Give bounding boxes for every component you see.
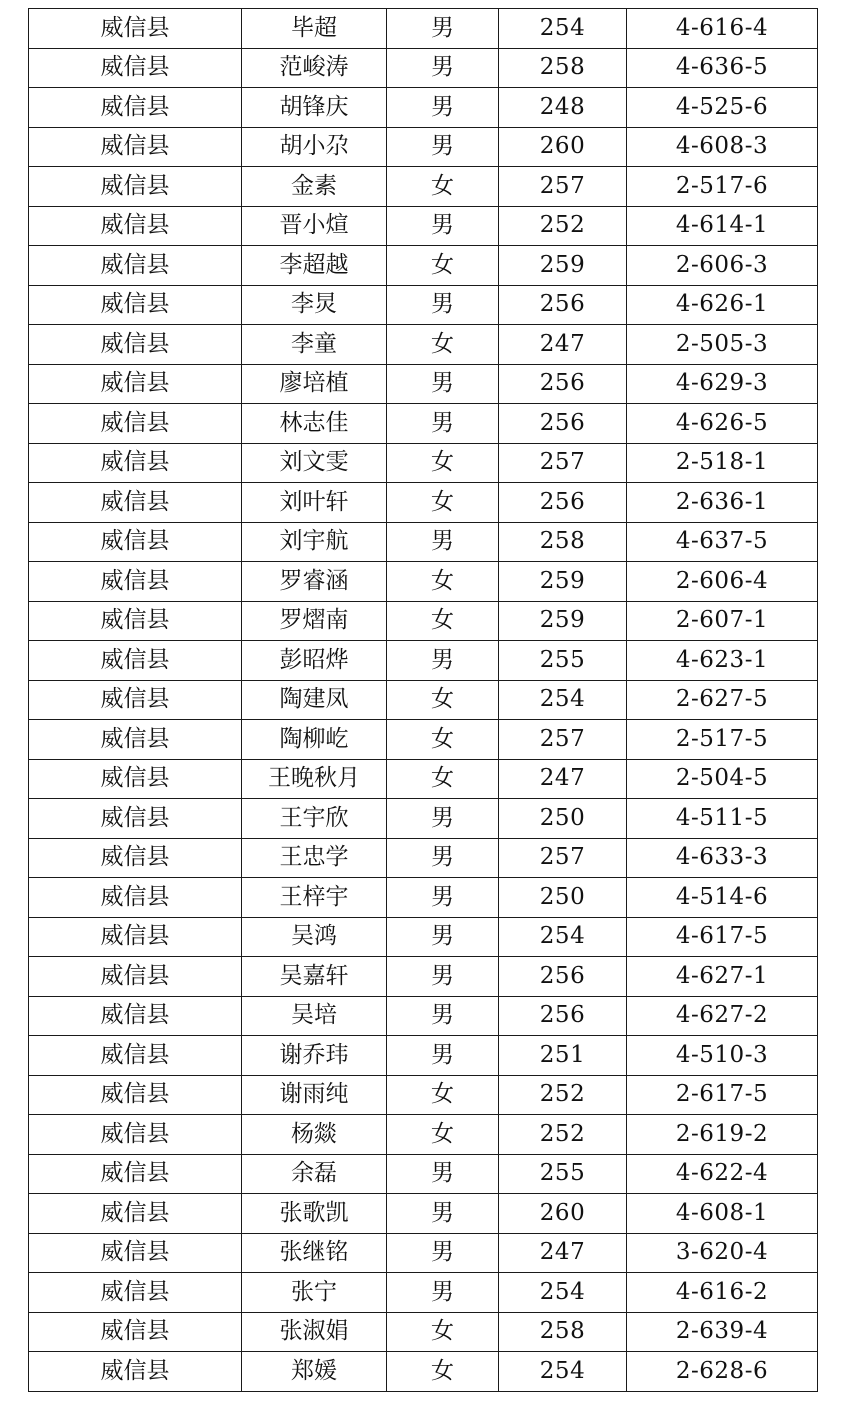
- name-cell: 吴嘉轩: [242, 957, 387, 997]
- county-cell: 威信县: [29, 562, 242, 602]
- code-cell: 2-627-5: [627, 680, 818, 720]
- name-cell: 林志佳: [242, 404, 387, 444]
- table-row: [29, 1352, 818, 1392]
- county-cell: 威信县: [29, 917, 242, 957]
- score-cell: 255: [499, 641, 627, 681]
- gender-cell: 男: [387, 364, 499, 404]
- name-cell: 李炅: [242, 285, 387, 325]
- county-cell: 威信县: [29, 759, 242, 799]
- code-cell: 4-626-1: [627, 285, 818, 325]
- roster-table-body: [29, 9, 818, 1392]
- county-cell: 威信县: [29, 1233, 242, 1273]
- gender-cell: 女: [387, 1115, 499, 1155]
- table-row: [29, 443, 818, 483]
- score-cell: 252: [499, 206, 627, 246]
- code-cell: 2-628-6: [627, 1352, 818, 1392]
- table-row: [29, 127, 818, 167]
- name-cell: 陶柳屹: [242, 720, 387, 760]
- score-cell: 256: [499, 285, 627, 325]
- county-cell: 威信县: [29, 1312, 242, 1352]
- gender-cell: 女: [387, 562, 499, 602]
- county-cell: 威信县: [29, 9, 242, 49]
- county-cell: 威信县: [29, 443, 242, 483]
- name-cell: 张继铭: [242, 1233, 387, 1273]
- name-cell: 余磊: [242, 1154, 387, 1194]
- roster-sheet: [28, 8, 817, 1392]
- code-cell: 2-639-4: [627, 1312, 818, 1352]
- table-row: [29, 1075, 818, 1115]
- name-cell: 胡锋庆: [242, 88, 387, 128]
- name-cell: 罗熠南: [242, 601, 387, 641]
- code-cell: 2-517-6: [627, 167, 818, 207]
- score-cell: 260: [499, 127, 627, 167]
- county-cell: 威信县: [29, 996, 242, 1036]
- code-cell: 4-627-2: [627, 996, 818, 1036]
- name-cell: 张宁: [242, 1273, 387, 1313]
- table-row: [29, 48, 818, 88]
- county-cell: 威信县: [29, 206, 242, 246]
- score-cell: 259: [499, 246, 627, 286]
- code-cell: 4-616-2: [627, 1273, 818, 1313]
- code-cell: 2-617-5: [627, 1075, 818, 1115]
- score-cell: 257: [499, 720, 627, 760]
- score-cell: 254: [499, 1273, 627, 1313]
- score-cell: 258: [499, 522, 627, 562]
- gender-cell: 女: [387, 680, 499, 720]
- name-cell: 吴鸿: [242, 917, 387, 957]
- county-cell: 威信县: [29, 127, 242, 167]
- score-cell: 254: [499, 917, 627, 957]
- county-cell: 威信县: [29, 1075, 242, 1115]
- code-cell: 4-511-5: [627, 799, 818, 839]
- name-cell: 范峻涛: [242, 48, 387, 88]
- gender-cell: 男: [387, 48, 499, 88]
- code-cell: 4-514-6: [627, 878, 818, 918]
- score-cell: 248: [499, 88, 627, 128]
- name-cell: 王晚秋月: [242, 759, 387, 799]
- county-cell: 威信县: [29, 1115, 242, 1155]
- county-cell: 威信县: [29, 799, 242, 839]
- gender-cell: 女: [387, 1352, 499, 1392]
- name-cell: 罗睿涵: [242, 562, 387, 602]
- code-cell: 4-627-1: [627, 957, 818, 997]
- county-cell: 威信县: [29, 325, 242, 365]
- gender-cell: 男: [387, 799, 499, 839]
- table-row: [29, 246, 818, 286]
- score-cell: 257: [499, 838, 627, 878]
- code-cell: 4-633-3: [627, 838, 818, 878]
- name-cell: 晋小煊: [242, 206, 387, 246]
- county-cell: 威信县: [29, 1194, 242, 1234]
- table-row: [29, 720, 818, 760]
- score-cell: 256: [499, 957, 627, 997]
- code-cell: 4-623-1: [627, 641, 818, 681]
- name-cell: 彭昭烨: [242, 641, 387, 681]
- score-cell: 254: [499, 9, 627, 49]
- name-cell: 王宇欣: [242, 799, 387, 839]
- county-cell: 威信县: [29, 364, 242, 404]
- table-row: [29, 1194, 818, 1234]
- gender-cell: 男: [387, 285, 499, 325]
- code-cell: 2-517-5: [627, 720, 818, 760]
- gender-cell: 男: [387, 9, 499, 49]
- name-cell: 张歌凯: [242, 1194, 387, 1234]
- code-cell: 2-619-2: [627, 1115, 818, 1155]
- score-cell: 258: [499, 1312, 627, 1352]
- table-row: [29, 641, 818, 681]
- gender-cell: 女: [387, 443, 499, 483]
- table-row: [29, 285, 818, 325]
- score-cell: 256: [499, 996, 627, 1036]
- code-cell: 4-636-5: [627, 48, 818, 88]
- name-cell: 李超越: [242, 246, 387, 286]
- code-cell: 4-637-5: [627, 522, 818, 562]
- gender-cell: 男: [387, 957, 499, 997]
- county-cell: 威信县: [29, 957, 242, 997]
- gender-cell: 男: [387, 1194, 499, 1234]
- code-cell: 2-606-3: [627, 246, 818, 286]
- name-cell: 毕超: [242, 9, 387, 49]
- name-cell: 王梓宇: [242, 878, 387, 918]
- name-cell: 王忠学: [242, 838, 387, 878]
- score-cell: 254: [499, 1352, 627, 1392]
- code-cell: 2-636-1: [627, 483, 818, 523]
- gender-cell: 男: [387, 917, 499, 957]
- score-cell: 255: [499, 1154, 627, 1194]
- code-cell: 2-504-5: [627, 759, 818, 799]
- table-row: [29, 364, 818, 404]
- name-cell: 廖培植: [242, 364, 387, 404]
- table-row: [29, 167, 818, 207]
- gender-cell: 男: [387, 641, 499, 681]
- code-cell: 4-614-1: [627, 206, 818, 246]
- table-row: [29, 680, 818, 720]
- county-cell: 威信县: [29, 1273, 242, 1313]
- code-cell: 4-622-4: [627, 1154, 818, 1194]
- gender-cell: 女: [387, 601, 499, 641]
- county-cell: 威信县: [29, 48, 242, 88]
- name-cell: 李童: [242, 325, 387, 365]
- score-cell: 259: [499, 562, 627, 602]
- score-cell: 247: [499, 1233, 627, 1273]
- score-cell: 247: [499, 759, 627, 799]
- gender-cell: 女: [387, 167, 499, 207]
- name-cell: 金素: [242, 167, 387, 207]
- gender-cell: 男: [387, 206, 499, 246]
- score-cell: 257: [499, 443, 627, 483]
- table-row: [29, 1233, 818, 1273]
- code-cell: 2-606-4: [627, 562, 818, 602]
- county-cell: 威信县: [29, 167, 242, 207]
- code-cell: 2-505-3: [627, 325, 818, 365]
- table-row: [29, 1312, 818, 1352]
- county-cell: 威信县: [29, 404, 242, 444]
- table-row: [29, 404, 818, 444]
- county-cell: 威信县: [29, 601, 242, 641]
- table-row: [29, 601, 818, 641]
- score-cell: 250: [499, 799, 627, 839]
- county-cell: 威信县: [29, 838, 242, 878]
- county-cell: 威信县: [29, 680, 242, 720]
- roster-table: [28, 8, 818, 1392]
- county-cell: 威信县: [29, 522, 242, 562]
- table-row: [29, 562, 818, 602]
- gender-cell: 男: [387, 404, 499, 444]
- table-row: [29, 759, 818, 799]
- table-row: [29, 1273, 818, 1313]
- name-cell: 刘宇航: [242, 522, 387, 562]
- gender-cell: 男: [387, 127, 499, 167]
- score-cell: 258: [499, 48, 627, 88]
- name-cell: 吴培: [242, 996, 387, 1036]
- gender-cell: 男: [387, 878, 499, 918]
- gender-cell: 女: [387, 246, 499, 286]
- table-row: [29, 1115, 818, 1155]
- gender-cell: 男: [387, 1233, 499, 1273]
- score-cell: 260: [499, 1194, 627, 1234]
- name-cell: 刘文雯: [242, 443, 387, 483]
- gender-cell: 女: [387, 1312, 499, 1352]
- county-cell: 威信县: [29, 641, 242, 681]
- table-row: [29, 917, 818, 957]
- score-cell: 254: [499, 680, 627, 720]
- table-row: [29, 799, 818, 839]
- gender-cell: 女: [387, 720, 499, 760]
- name-cell: 刘叶轩: [242, 483, 387, 523]
- table-row: [29, 9, 818, 49]
- table-row: [29, 522, 818, 562]
- code-cell: 4-629-3: [627, 364, 818, 404]
- county-cell: 威信县: [29, 246, 242, 286]
- table-row: [29, 957, 818, 997]
- code-cell: 4-608-1: [627, 1194, 818, 1234]
- gender-cell: 男: [387, 996, 499, 1036]
- table-row: [29, 838, 818, 878]
- score-cell: 247: [499, 325, 627, 365]
- table-row: [29, 1036, 818, 1076]
- score-cell: 250: [499, 878, 627, 918]
- code-cell: 3-620-4: [627, 1233, 818, 1273]
- score-cell: 252: [499, 1115, 627, 1155]
- gender-cell: 男: [387, 88, 499, 128]
- county-cell: 威信县: [29, 1036, 242, 1076]
- name-cell: 谢雨纯: [242, 1075, 387, 1115]
- score-cell: 251: [499, 1036, 627, 1076]
- gender-cell: 女: [387, 759, 499, 799]
- score-cell: 259: [499, 601, 627, 641]
- county-cell: 威信县: [29, 88, 242, 128]
- table-row: [29, 483, 818, 523]
- table-row: [29, 206, 818, 246]
- name-cell: 杨燚: [242, 1115, 387, 1155]
- name-cell: 陶建凤: [242, 680, 387, 720]
- code-cell: 2-607-1: [627, 601, 818, 641]
- name-cell: 谢乔玮: [242, 1036, 387, 1076]
- code-cell: 2-518-1: [627, 443, 818, 483]
- code-cell: 4-626-5: [627, 404, 818, 444]
- table-row: [29, 996, 818, 1036]
- gender-cell: 女: [387, 483, 499, 523]
- code-cell: 4-616-4: [627, 9, 818, 49]
- county-cell: 威信县: [29, 285, 242, 325]
- code-cell: 4-617-5: [627, 917, 818, 957]
- gender-cell: 女: [387, 325, 499, 365]
- gender-cell: 男: [387, 1036, 499, 1076]
- score-cell: 256: [499, 404, 627, 444]
- score-cell: 256: [499, 483, 627, 523]
- gender-cell: 男: [387, 1154, 499, 1194]
- county-cell: 威信县: [29, 878, 242, 918]
- code-cell: 4-608-3: [627, 127, 818, 167]
- score-cell: 257: [499, 167, 627, 207]
- name-cell: 胡小尕: [242, 127, 387, 167]
- county-cell: 威信县: [29, 483, 242, 523]
- county-cell: 威信县: [29, 1352, 242, 1392]
- county-cell: 威信县: [29, 720, 242, 760]
- gender-cell: 男: [387, 1273, 499, 1313]
- table-row: [29, 1154, 818, 1194]
- gender-cell: 男: [387, 522, 499, 562]
- table-row: [29, 878, 818, 918]
- score-cell: 252: [499, 1075, 627, 1115]
- table-row: [29, 325, 818, 365]
- name-cell: 张淑娟: [242, 1312, 387, 1352]
- gender-cell: 男: [387, 838, 499, 878]
- gender-cell: 女: [387, 1075, 499, 1115]
- county-cell: 威信县: [29, 1154, 242, 1194]
- code-cell: 4-510-3: [627, 1036, 818, 1076]
- name-cell: 郑媛: [242, 1352, 387, 1392]
- table-row: [29, 88, 818, 128]
- code-cell: 4-525-6: [627, 88, 818, 128]
- score-cell: 256: [499, 364, 627, 404]
